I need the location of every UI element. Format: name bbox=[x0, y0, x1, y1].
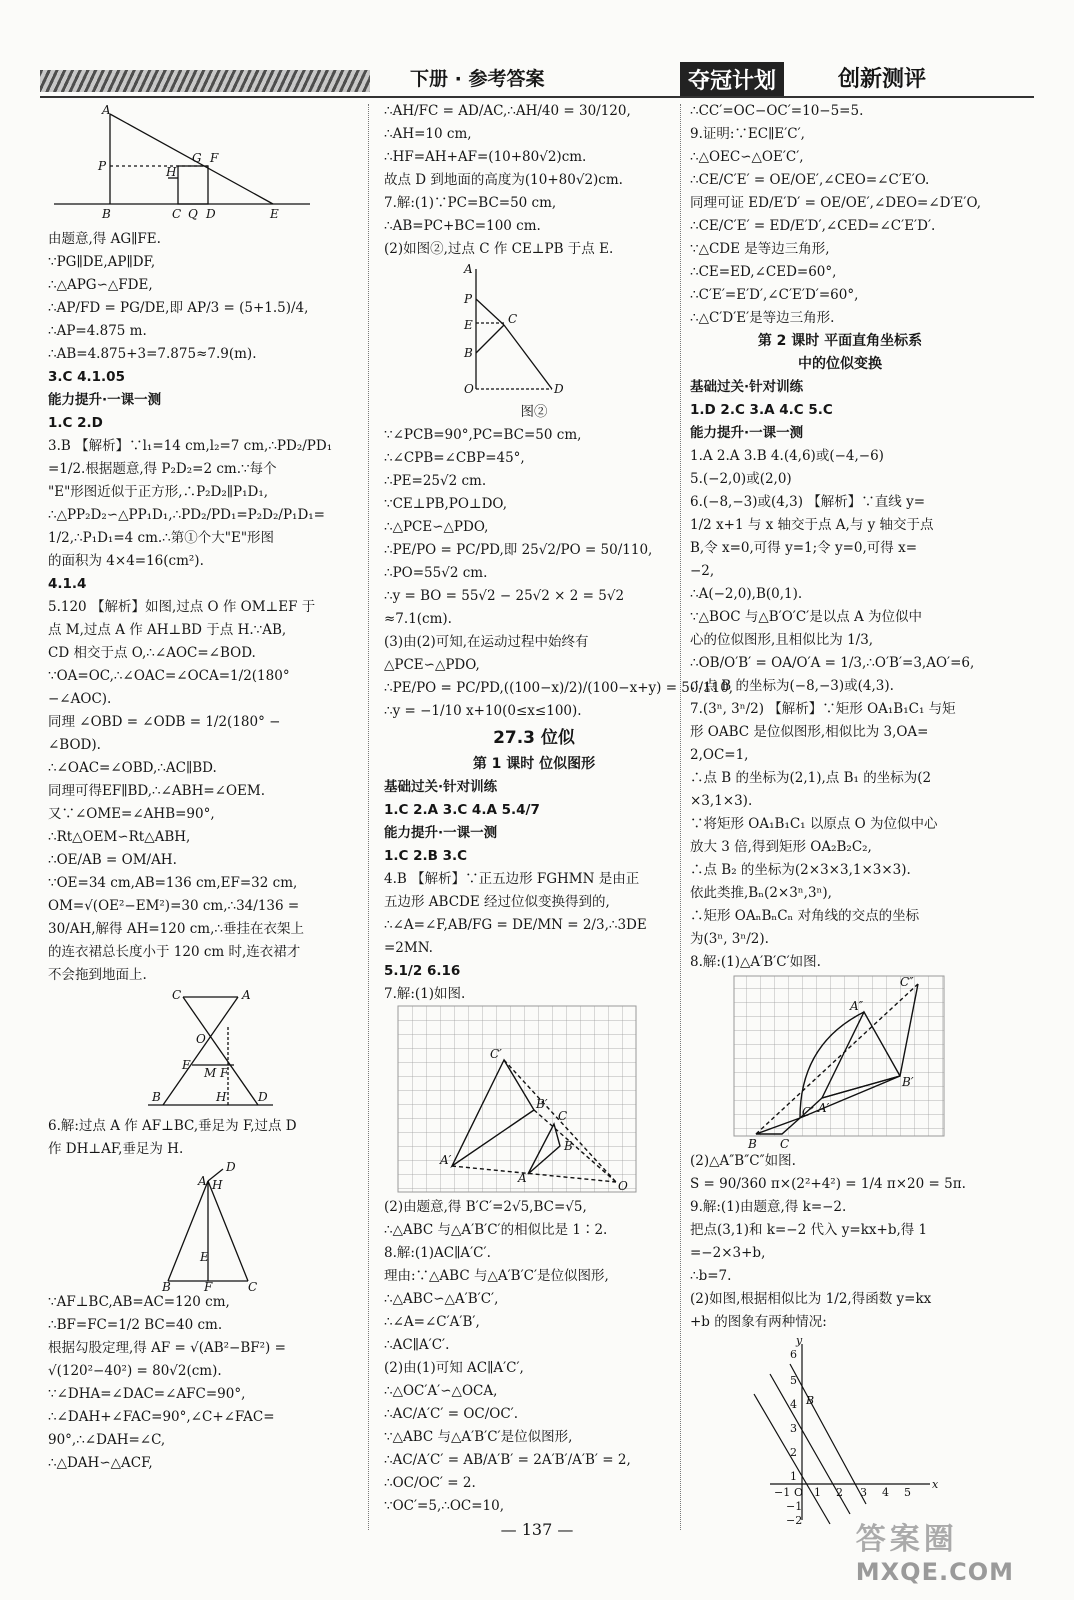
text-line: (2)△A″B″C″如图. bbox=[690, 1153, 796, 1169]
text-line: ∴△OC′A′∽△OCA, bbox=[384, 1383, 498, 1399]
text-line: ∴点 B 的坐标为(−8,−3)或(4,3). bbox=[690, 678, 894, 694]
text-line: 放大 3 倍,得到矩形 OA₂B₂C₂, bbox=[690, 839, 872, 855]
text-line: ∴△ABC∽△A′B′C′, bbox=[384, 1291, 499, 1307]
svg-text:x: x bbox=[932, 1478, 939, 1491]
text-line: (2)如图②,过点 C 作 CE⊥PB 于点 E. bbox=[384, 241, 614, 257]
text-line: ∴AC∥A′C′. bbox=[384, 1337, 450, 1353]
text-line: 8.解:(1)AC∥A′C′. bbox=[384, 1245, 491, 1261]
section-heading: 能力提升·一课一测 bbox=[384, 825, 498, 841]
figure-clothes-rack bbox=[48, 987, 318, 1115]
text-line: ∴CE/C′E′ = OE/OE′,∠CEO=∠C′E′O. bbox=[690, 172, 930, 188]
svg-text:A′: A′ bbox=[440, 1153, 452, 1167]
text-line: ∵∠DHA=∠DAC=∠AFC=90°, bbox=[48, 1386, 246, 1402]
svg-text:B: B bbox=[748, 1137, 757, 1151]
text-line: ∴△PCE∽△PDO, bbox=[384, 519, 489, 535]
brand-subtitle: 创新测评 bbox=[838, 67, 927, 92]
text-line: ∴CE=ED,∠CED=60°, bbox=[690, 264, 837, 280]
text-line: ∴PE=25√2 cm. bbox=[384, 473, 487, 489]
text-line: 30/AH,解得 AH=120 cm,∴垂挂在衣架上 bbox=[48, 921, 304, 937]
text-line: ∴△C′D′E′是等边三角形. bbox=[690, 310, 835, 326]
svg-text:B′: B′ bbox=[536, 1097, 548, 1111]
answer-line: 1.C 2.B 3.C bbox=[384, 848, 468, 864]
text-line: ∴∠OAC=∠OBD,∴AC∥BD. bbox=[48, 760, 217, 776]
svg-text:1: 1 bbox=[790, 1470, 797, 1483]
svg-text:E: E bbox=[200, 1250, 209, 1264]
text-line: 不会拖到地面上. bbox=[48, 967, 147, 983]
svg-text:E: E bbox=[464, 318, 473, 332]
text-line: ∴OC/OC′ = 2. bbox=[384, 1475, 476, 1491]
answer-line: 4.1.4 bbox=[48, 576, 87, 592]
text-line: 点 M,过点 A 作 AH⊥BD 于点 H.∵AB, bbox=[48, 622, 287, 638]
text-line: ∴∠A=∠F,AB/FG = DE/MN = 2/3,∴3DE bbox=[384, 917, 647, 933]
section-heading: 能力提升·一课一测 bbox=[48, 392, 162, 408]
svg-text:B′: B′ bbox=[902, 1075, 914, 1089]
figure-grid-homothety bbox=[384, 1006, 644, 1196]
header-title: 下册 · 参考答案 bbox=[410, 68, 545, 90]
text-line: (2)如图,根据相似比为 1/2,得函数 y=kx bbox=[690, 1291, 932, 1307]
watermark-logo: 答案圈 bbox=[855, 1522, 958, 1557]
svg-text:−2: −2 bbox=[786, 1514, 803, 1527]
text-line: ∵△ABC 与△A′B′C′是位似图形, bbox=[384, 1429, 573, 1445]
text-line: 1/2,∴P₁D₁=4 cm.∴第①个大"E"形图 bbox=[48, 530, 275, 546]
text-line: ∴∠A=∠C′A′B′, bbox=[384, 1314, 480, 1330]
text-line: =2MN. bbox=[384, 940, 433, 956]
text-line: ∴A(−2,0),B(0,1). bbox=[690, 586, 803, 602]
svg-text:C: C bbox=[508, 312, 518, 326]
svg-text:2: 2 bbox=[790, 1446, 797, 1459]
answer-line: 3.C 4.1.05 bbox=[48, 369, 125, 385]
svg-text:C: C bbox=[780, 1137, 790, 1151]
svg-text:B: B bbox=[806, 1394, 815, 1407]
text-line: 7.(3ⁿ, 3ⁿ/2) 【解析】∵矩形 OA₁B₁C₁ 与矩 bbox=[690, 701, 956, 717]
text-line: ∴∠CPB=∠CBP=45°, bbox=[384, 450, 525, 466]
svg-text:O: O bbox=[618, 1179, 628, 1193]
text-line: ≈7.1(cm). bbox=[384, 611, 452, 627]
text-line: 五边形 ABCDE 经过位似变换得到的, bbox=[384, 894, 610, 910]
svg-text:5: 5 bbox=[790, 1374, 797, 1387]
text-line: CD 相交于点 O,∴∠AOC=∠BOD. bbox=[48, 645, 256, 661]
text-line: ∴PE/PO = PC/PD,((100−x)/2)/(100−x+y) = 50/110, bbox=[384, 680, 734, 696]
lesson-title: 第 2 课时 平面直角坐标系 bbox=[757, 333, 923, 349]
text-line: ∴b=7. bbox=[690, 1268, 732, 1284]
text-line: ∴AH=10 cm, bbox=[384, 126, 472, 142]
answer-line: 5.1/2 6.16 bbox=[384, 963, 461, 979]
text-line: ∴y = BO = 55√2 − 25√2 × 2 = 5√2 bbox=[384, 588, 625, 604]
text-line: ∴OB/O′B′ = OA/O′A = 1/3,∴O′B′=3,AO′=6, bbox=[690, 655, 975, 671]
text-line: ∴C′E′=E′D′,∠C′E′D′=60°, bbox=[690, 287, 859, 303]
section-title: 27.3 位似 bbox=[493, 728, 575, 748]
brand-logo: 夺冠计划 bbox=[680, 62, 784, 97]
svg-text:P: P bbox=[98, 159, 107, 173]
text-line: ∴CC′=OC−OC′=10−5=5. bbox=[690, 103, 864, 119]
text-line: ∴点 B 的坐标为(2,1),点 B₁ 的坐标为(2 bbox=[690, 770, 932, 786]
svg-text:C″: C″ bbox=[900, 975, 914, 989]
svg-text:M: M bbox=[204, 1066, 217, 1080]
figure-triangle-abc bbox=[48, 1160, 318, 1294]
text-line: ∴AC/A′C′ = AB/A′B′ = 2A′B′/A′B′ = 2, bbox=[384, 1452, 631, 1468]
text-line: ∵OE=34 cm,AB=136 cm,EF=32 cm, bbox=[48, 875, 298, 891]
text-line: B,令 x=0,可得 y=1;令 y=0,可得 x= bbox=[690, 540, 918, 556]
svg-text:A″: A″ bbox=[850, 999, 864, 1013]
text-line: ∵△CDE 是等边三角形, bbox=[690, 241, 830, 257]
text-line: 6.解:过点 A 作 AF⊥BC,垂足为 F,过点 D bbox=[48, 1118, 297, 1134]
svg-text:H: H bbox=[216, 1090, 227, 1104]
text-line: 7.解:(1)如图. bbox=[384, 986, 466, 1002]
text-line: OM=√(OE²−EM²)=30 cm,∴34/136 = bbox=[48, 898, 300, 914]
svg-text:D: D bbox=[206, 207, 216, 221]
text-line: ×3,1×3). bbox=[690, 793, 753, 809]
section-heading: 基础过关·针对训练 bbox=[384, 779, 498, 795]
svg-text:G: G bbox=[192, 151, 202, 165]
page-header bbox=[0, 0, 1074, 100]
text-line: ∵OA=OC,∴∠OAC=∠OCA=1/2(180° bbox=[48, 668, 290, 684]
answer-line: 1.D 2.C 3.A 4.C 5.C bbox=[690, 402, 833, 418]
text-line: S = 90/360 π×(2²+4²) = 1/4 π×20 = 5π. bbox=[690, 1176, 966, 1192]
svg-text:B: B bbox=[152, 1090, 161, 1104]
text-line: 3.B 【解析】∵l₁=14 cm,l₂=7 cm,∴PD₂/PD₁ bbox=[48, 438, 333, 454]
svg-text:E: E bbox=[270, 207, 279, 221]
svg-text:1: 1 bbox=[814, 1486, 821, 1499]
svg-text:D: D bbox=[554, 382, 564, 396]
text-line: −∠AOC). bbox=[48, 691, 112, 707]
text-line: ∴AB=4.875+3=7.875≈7.9(m). bbox=[48, 346, 257, 362]
column-divider bbox=[368, 104, 369, 1530]
text-line: 6.(−8,−3)或(4,3) 【解析】∵直线 y= bbox=[690, 494, 926, 510]
text-line: ∴△APG∽△FDE, bbox=[48, 277, 153, 293]
text-line: 7.解:(1)∵PC=BC=50 cm, bbox=[384, 195, 557, 211]
svg-text:C: C bbox=[172, 207, 182, 221]
figure-shadow-lamp bbox=[48, 100, 318, 228]
svg-text:y: y bbox=[796, 1334, 803, 1347]
text-line: ∴PO=55√2 cm. bbox=[384, 565, 488, 581]
svg-text:3: 3 bbox=[790, 1422, 797, 1435]
text-line: 90°,∴∠DAH=∠C, bbox=[48, 1432, 166, 1448]
svg-text:H: H bbox=[166, 165, 177, 179]
text-line: 5.(−2,0)或(2,0) bbox=[690, 471, 792, 487]
text-line: ∴OE/AB = OM/AH. bbox=[48, 852, 177, 868]
svg-text:E: E bbox=[182, 1058, 191, 1072]
text-line: 心的位似图形,且相似比为 1/3, bbox=[690, 632, 874, 648]
svg-text:4: 4 bbox=[882, 1486, 889, 1499]
text-line: 同理可得EF∥BD,∴∠ABH=∠OEM. bbox=[48, 783, 266, 799]
figure-2-lamp-arm bbox=[384, 261, 584, 401]
section-heading: 能力提升·一课一测 bbox=[690, 425, 804, 441]
text-line: (3)由(2)可知,在运动过程中始终有 bbox=[384, 634, 589, 650]
figure-linear-graph bbox=[690, 1334, 950, 1527]
text-line: 8.解:(1)△A′B′C′如图. bbox=[690, 954, 821, 970]
text-line: =1/2.根据题意,得 P₂D₂=2 cm.∵每个 bbox=[48, 461, 277, 477]
svg-text:4: 4 bbox=[790, 1398, 797, 1411]
text-line: =−2×3+b, bbox=[690, 1245, 766, 1261]
watermark-url: MXQE.COM bbox=[855, 1558, 1014, 1586]
svg-text:F: F bbox=[210, 151, 219, 165]
svg-text:C′: C′ bbox=[802, 1105, 814, 1119]
text-line: ∴△DAH∽△ACF, bbox=[48, 1455, 153, 1471]
text-line: ∴AB=PC+BC=100 cm. bbox=[384, 218, 541, 234]
text-line: ∴点 B₂ 的坐标为(2×3×3,1×3×3). bbox=[690, 862, 911, 878]
text-line: ∴BF=FC=1/2 BC=40 cm. bbox=[48, 1317, 223, 1333]
text-line: +b 的图象有两种情况: bbox=[690, 1314, 827, 1330]
text-line: 作 DH⊥AF,垂足为 H. bbox=[48, 1141, 184, 1157]
svg-text:H: H bbox=[212, 1178, 223, 1192]
lesson-title: 第 1 课时 位似图形 bbox=[472, 756, 596, 772]
text-line: ∵CE⊥PB,PO⊥DO, bbox=[384, 496, 508, 512]
text-line: −2, bbox=[690, 563, 715, 579]
svg-text:−1: −1 bbox=[786, 1500, 803, 1513]
text-line: ∴y = −1/10 x+10(0≤x≤100). bbox=[384, 703, 582, 719]
text-line: 1.A 2.A 3.B 4.(4,6)或(−4,−6) bbox=[690, 448, 884, 464]
svg-text:−1: −1 bbox=[774, 1486, 791, 1499]
text-line: (2)由(1)可知 AC∥A′C′, bbox=[384, 1360, 524, 1376]
text-line: 又∵∠OME=∠AHB=90°, bbox=[48, 806, 215, 822]
svg-text:O: O bbox=[464, 382, 474, 396]
text-line: 把点(3,1)和 k=−2 代入 y=kx+b,得 1 bbox=[690, 1222, 928, 1238]
svg-text:A: A bbox=[464, 262, 473, 276]
svg-text:B: B bbox=[564, 1139, 573, 1153]
text-line: ∵△BOC 与△B′O′C′是以点 A 为位似中 bbox=[690, 609, 923, 625]
text-line: ∠BOD). bbox=[48, 737, 101, 753]
svg-text:A: A bbox=[242, 988, 251, 1002]
page-number: — 137 — bbox=[500, 1520, 574, 1539]
svg-text:5: 5 bbox=[904, 1486, 911, 1499]
text-line: 2,OC=1, bbox=[690, 747, 749, 763]
figure-caption: 图② bbox=[520, 404, 548, 420]
text-line: ∵AF⊥BC,AB=AC=120 cm, bbox=[48, 1294, 230, 1310]
svg-text:C: C bbox=[172, 988, 182, 1002]
svg-text:A: A bbox=[102, 103, 111, 117]
text-line: 的连衣裙总长度小于 120 cm 时,连衣裙才 bbox=[48, 944, 301, 960]
svg-text:6: 6 bbox=[790, 1348, 797, 1361]
text-line: ∵∠PCB=90°,PC=BC=50 cm, bbox=[384, 427, 582, 443]
header-rule bbox=[40, 96, 1034, 98]
svg-text:A: A bbox=[198, 1174, 207, 1188]
text-line: 由题意,得 AG∥FE. bbox=[48, 231, 161, 247]
text-line: ∴△ABC 与△A′B′C′的相似比是 1∶2. bbox=[384, 1222, 608, 1238]
text-line: (2)由题意,得 B′C′=2√5,BC=√5, bbox=[384, 1199, 587, 1215]
text-line: 根据勾股定理,得 AF = √(AB²−BF²) = bbox=[48, 1340, 286, 1356]
text-line: 形 OABC 是位似图形,相似比为 3,OA= bbox=[690, 724, 929, 740]
svg-text:D: D bbox=[226, 1160, 236, 1174]
text-line: ∴PE/PO = PC/PD,即 25√2/PO = 50/110, bbox=[384, 542, 653, 558]
svg-text:2: 2 bbox=[836, 1486, 843, 1499]
header-decoration bbox=[40, 70, 370, 92]
text-line: ∴矩形 OAₙBₙCₙ 对角线的交点的坐标 bbox=[690, 908, 920, 924]
text-line: ∴AC/A′C′ = OC/OC′. bbox=[384, 1406, 519, 1422]
svg-text:A′: A′ bbox=[818, 1101, 830, 1115]
text-line: ∵OC′=5,∴OC=10, bbox=[384, 1498, 505, 1514]
text-line: ∴AP/FD = PG/DE,即 AP/3 = (5+1.5)/4, bbox=[48, 300, 309, 316]
text-line: 4.B 【解析】∵正五边形 FGHMN 是由正 bbox=[384, 871, 640, 887]
svg-text:B: B bbox=[102, 207, 111, 221]
text-line: 同理可证 ED/E′D′ = OE/OE′,∠DEO=∠D′E′O, bbox=[690, 195, 982, 211]
text-line: ∴CE/C′E′ = ED/E′D′,∠CED=∠C′E′D′. bbox=[690, 218, 936, 234]
svg-text:B: B bbox=[464, 346, 473, 360]
text-line: ∴AH/FC = AD/AC,∴AH/40 = 30/120, bbox=[384, 103, 631, 119]
svg-text:F: F bbox=[220, 1066, 229, 1080]
text-line: 的面积为 4×4=16(cm²). bbox=[48, 553, 204, 569]
answer-column-3 bbox=[690, 100, 990, 1527]
figure-grid-rotation bbox=[690, 974, 950, 1150]
text-line: 5.120 【解析】如图,过点 O 作 OM⊥EF 于 bbox=[48, 599, 316, 615]
text-line: 9.解:(1)由题意,得 k=−2. bbox=[690, 1199, 847, 1215]
svg-text:B: B bbox=[162, 1280, 171, 1294]
text-line: 为(3ⁿ, 3ⁿ/2). bbox=[690, 931, 769, 947]
text-line: ∴AP=4.875 m. bbox=[48, 323, 147, 339]
answer-line: 1.C 2.D bbox=[48, 415, 103, 431]
svg-text:O: O bbox=[196, 1032, 206, 1046]
svg-text:P: P bbox=[464, 292, 473, 306]
text-line: ∴△OEC∽△OE′C′, bbox=[690, 149, 804, 165]
text-line: 故点 D 到地面的高度为(10+80√2)cm. bbox=[384, 172, 623, 188]
text-line: ∵PG∥DE,AP∥DF, bbox=[48, 254, 156, 270]
text-line: 1/2 x+1 与 x 轴交于点 A,与 y 轴交于点 bbox=[690, 517, 934, 533]
svg-text:A: A bbox=[518, 1171, 527, 1185]
svg-text:3: 3 bbox=[860, 1486, 867, 1499]
svg-text:Q: Q bbox=[188, 207, 198, 221]
svg-text:F: F bbox=[204, 1280, 213, 1294]
watermark bbox=[856, 1514, 1014, 1586]
answer-line: 1.C 2.A 3.C 4.A 5.4/7 bbox=[384, 802, 540, 818]
answer-column-1 bbox=[48, 100, 348, 1475]
svg-text:C′: C′ bbox=[490, 1047, 502, 1061]
text-line: ∴HF=AH+AF=(10+80√2)cm. bbox=[384, 149, 587, 165]
svg-text:D: D bbox=[258, 1090, 268, 1104]
text-line: 理由:∵△ABC 与△A′B′C′是位似图形, bbox=[384, 1268, 609, 1284]
text-line: √(120²−40²) = 80√2(cm). bbox=[48, 1363, 222, 1379]
text-line: △PCE∽△PDO, bbox=[384, 657, 480, 673]
text-line: 9.证明:∵EC∥E′C′, bbox=[690, 126, 805, 142]
svg-text:C: C bbox=[558, 1109, 568, 1123]
svg-text:C: C bbox=[248, 1280, 258, 1294]
text-line: ∴∠DAH+∠FAC=90°,∠C+∠FAC= bbox=[48, 1409, 275, 1425]
text-line: 同理 ∠OBD = ∠ODB = 1/2(180° − bbox=[48, 714, 281, 730]
text-line: ∴△PP₂D₂∽△PP₁D₁,∴PD₂/PD₁=P₂D₂/P₁D₁= bbox=[48, 507, 325, 523]
text-line: "E"形图近似于正方形,∴P₂D₂∥P₁D₁, bbox=[48, 484, 269, 500]
lesson-title: 中的位似变换 bbox=[798, 356, 882, 372]
section-heading: 基础过关·针对训练 bbox=[690, 379, 804, 395]
svg-text:O: O bbox=[794, 1486, 804, 1499]
text-line: 依此类推,Bₙ(2×3ⁿ,3ⁿ), bbox=[690, 885, 832, 901]
text-line: ∵将矩形 OA₁B₁C₁ 以原点 O 为位似中心 bbox=[690, 816, 938, 832]
text-line: ∴Rt△OEM∽Rt△ABH, bbox=[48, 829, 191, 845]
